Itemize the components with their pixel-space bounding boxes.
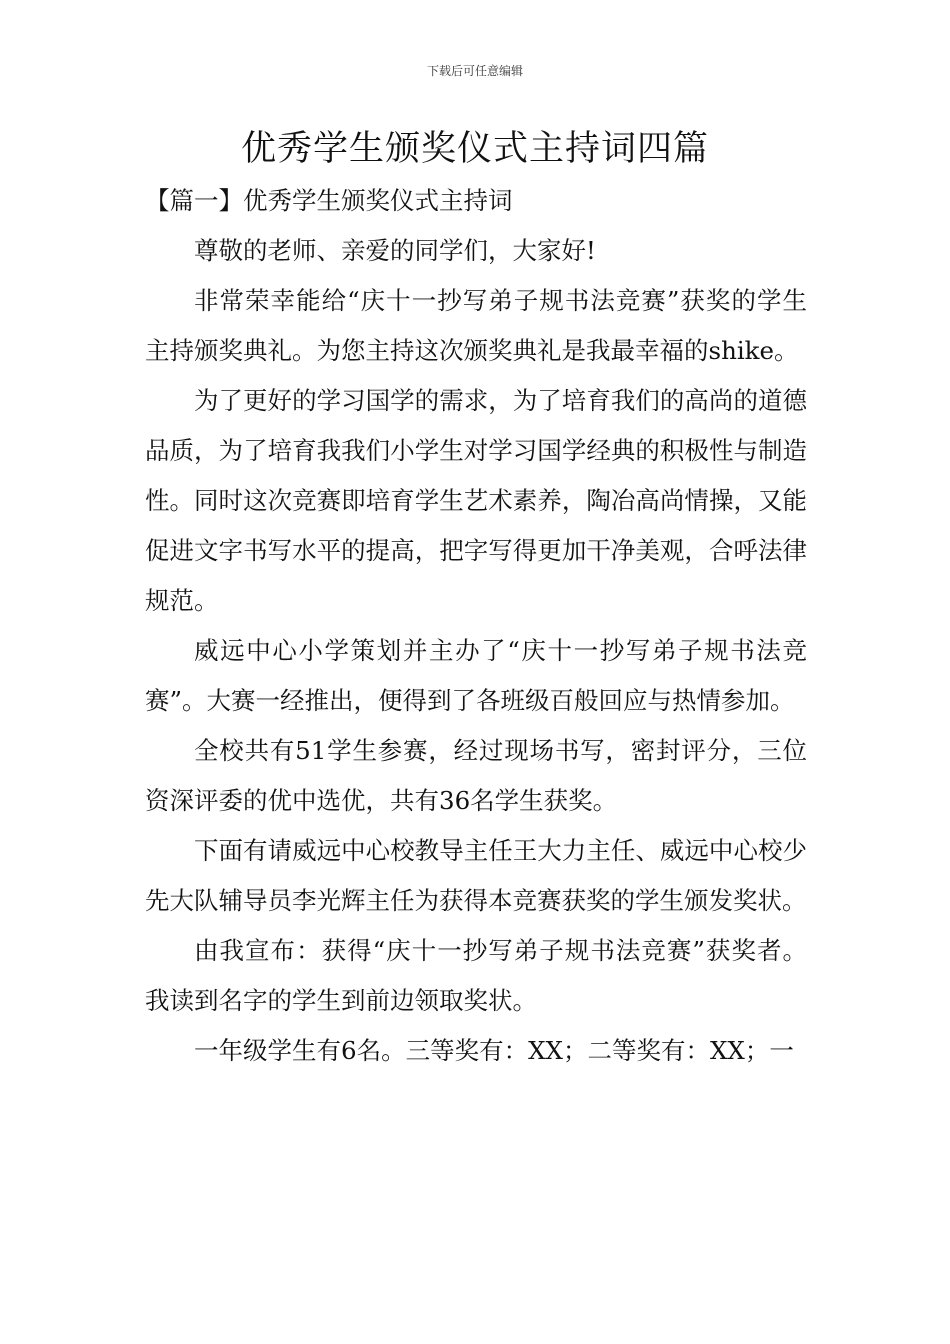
paragraph: 由我宣布：获得“庆十一抄写弟子规书法竞赛”获奖者。我读到名字的学生到前边领取奖状。 [145,936,807,1015]
paragraph: 为了更好的学习国学的需求，为了培育我们的高尚的道德品质，为了培育我我们小学生对学习国学经典的积极性与制造性。同时这次竞赛即培育学生艺术素养，陶冶高尚情操，又能促进文字书写水平的提高，把字写得更加干净美观，合呼法律规范。 [145,386,807,615]
header-note: 下载后可任意编辑 [426,64,523,78]
paragraph-greeting: 尊敬的老师、亲爱的同学们，大家好! [194,236,596,265]
section-heading: 【篇一】优秀学生颁奖仪式主持词 [145,186,513,215]
paragraph: 全校共有51学生参赛，经过现场书写，密封评分，三位资深评委的优中选优，共有36名学生获奖。 [145,736,807,815]
document-body [145,176,807,1076]
document-title: 优秀学生颁奖仪式主持词四篇 [240,129,709,169]
paragraph: 下面有请威远中心校教导主任王大力主任、威远中心校少先大队辅导员李光辉主任为获得本竞赛获奖的学生颁发奖状。 [145,836,807,915]
paragraph: 非常荣幸能给“庆十一抄写弟子规书法竞赛”获奖的学生主持颁奖典礼。为您主持这次颁奖典礼是我最幸福的shike。 [145,286,807,365]
paragraph: 一年级学生有6名。三等奖有：XX；二等奖有：XX；一 [194,1036,794,1065]
paragraph: 威远中心小学策划并主办了“庆十一抄写弟子规书法竞赛”。大赛一经推出，便得到了各班级百般回应与热情参加。 [145,636,807,715]
